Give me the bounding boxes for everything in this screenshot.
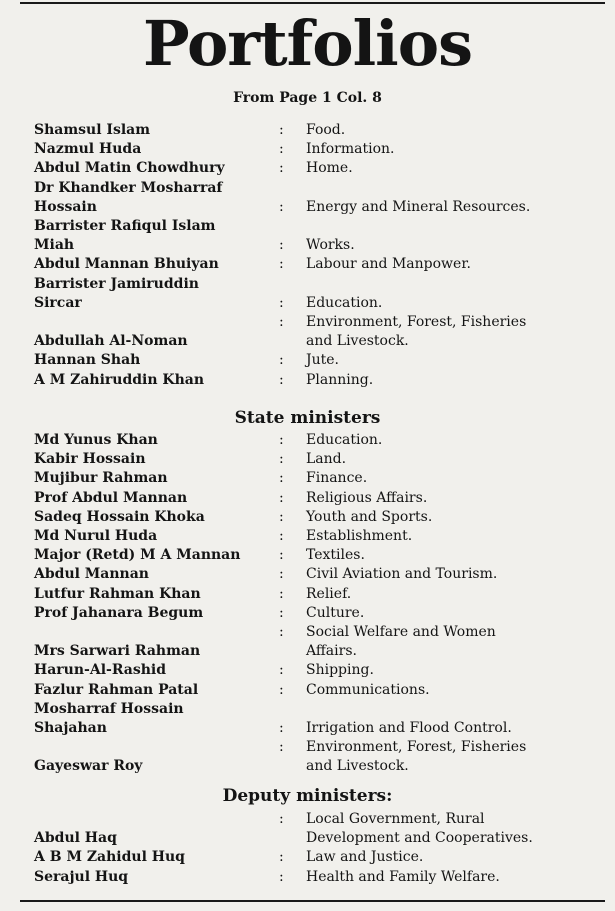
portfolio-text (306, 469, 586, 488)
portfolio-text (306, 236, 586, 255)
minister-name (34, 431, 274, 450)
name-line: Shamsul Islam (34, 122, 151, 138)
name-line: Major (Retd) M A Mannan (34, 547, 241, 564)
portfolio-text (306, 489, 586, 508)
continuation-line: From Page 1 Col. 8 (233, 90, 382, 106)
page-title: Portfolios (142, 7, 472, 80)
separator-colon: : (279, 811, 284, 827)
separator-colon: : (279, 198, 284, 215)
minister-name (34, 255, 274, 274)
minister-name (34, 217, 274, 255)
separator-colon: : (279, 719, 284, 736)
separator-colon: : (279, 451, 284, 468)
name-line: Shajahan (34, 719, 107, 736)
portfolio-line: Shipping. (306, 662, 374, 679)
portfolio-text (306, 371, 586, 390)
minister-name (34, 140, 274, 159)
minister-name (34, 508, 274, 527)
portfolio-line: Education. (306, 432, 383, 448)
entry-row (0, 371, 615, 390)
entry-row (0, 489, 615, 508)
separator-colon: : (279, 849, 284, 866)
portfolio-line: Home. (306, 160, 353, 177)
name-line: Md Nurul Huda (34, 528, 158, 544)
portfolio-line: Finance. (306, 470, 368, 487)
separator-colon: : (279, 528, 284, 544)
entry-row (0, 469, 615, 488)
portfolio-line: Information. (306, 141, 395, 158)
name-line: A B M Zahidul Huq (34, 849, 185, 866)
separator-colon: : (279, 604, 284, 621)
separator-colon: : (279, 470, 284, 487)
entry-row (0, 868, 615, 887)
portfolio-text (306, 431, 586, 450)
entry-row (0, 179, 615, 217)
portfolio-line: Communications. (306, 681, 430, 698)
separator-colon: : (279, 314, 284, 330)
entry-row (0, 681, 615, 700)
minister-name (34, 469, 274, 488)
portfolio-text (306, 661, 586, 680)
name-line: Abdul Matin Chowdhury (34, 160, 225, 177)
portfolio-text (306, 604, 586, 623)
separator-colon: : (279, 352, 284, 369)
portfolio-line: Culture. (306, 604, 365, 621)
minister-name (34, 700, 274, 738)
separator-colon: : (279, 566, 284, 583)
portfolio-text (306, 294, 586, 313)
name-line: Hossain (34, 198, 97, 215)
entry-row (0, 810, 615, 848)
name-line: Abdul Haq (34, 830, 117, 847)
entry-row (0, 848, 615, 867)
minister-name (34, 351, 274, 370)
minister-name (34, 681, 274, 700)
portfolio-line: and Livestock. (306, 758, 409, 775)
entry-row (0, 623, 615, 661)
entry-row (0, 217, 615, 255)
portfolio-text (306, 508, 586, 527)
entry-row (0, 565, 615, 584)
entry-row (0, 431, 615, 450)
bottom-rule (20, 900, 605, 902)
entry-row (0, 450, 615, 469)
portfolio-line: Social Welfare and Women (306, 624, 496, 640)
portfolio-line: Energy and Mineral Resources. (306, 198, 531, 215)
name-line: Abdul Mannan Bhuiyan (34, 256, 219, 273)
entry-row (0, 661, 615, 680)
minister-name (34, 450, 274, 469)
portfolio-text (306, 313, 586, 351)
name-line: Miah (34, 237, 75, 253)
portfolio-line: Labour and Manpower. (306, 256, 471, 273)
portfolio-line: Irrigation and Flood Control. (306, 719, 512, 736)
portfolio-line: Relief. (306, 585, 352, 602)
separator-colon: : (279, 547, 284, 564)
portfolio-line: Jute. (306, 352, 339, 369)
portfolio-text (306, 351, 586, 370)
portfolio-text (306, 681, 586, 700)
minister-name (34, 527, 274, 546)
entry-row (0, 159, 615, 178)
name-line: Abdul Mannan (34, 566, 149, 583)
entry-row (0, 121, 615, 140)
name-line: Abdullah Al-Noman (34, 333, 188, 350)
minister-name (34, 829, 274, 848)
portfolio-text (306, 546, 586, 565)
name-line: Serajul Huq (34, 868, 129, 885)
portfolio-text (306, 868, 586, 887)
name-line: Prof Jahanara Begum (34, 604, 204, 621)
portfolio-line: Textiles. (306, 547, 365, 564)
portfolio-text (306, 810, 586, 848)
entry-row (0, 527, 615, 546)
portfolio-line: Planning. (306, 371, 374, 388)
minister-name (34, 179, 274, 217)
portfolio-line: Food. (306, 122, 346, 138)
minister-name (34, 585, 274, 604)
entry-row (0, 546, 615, 565)
portfolio-text (306, 450, 586, 469)
portfolio-line: Environment, Forest, Fisheries (306, 314, 527, 330)
separator-colon: : (279, 371, 284, 388)
separator-colon: : (279, 237, 284, 254)
separator-colon: : (279, 256, 284, 273)
portfolio-line: and Livestock. (306, 333, 409, 349)
separator-colon: : (279, 432, 284, 448)
portfolio-text (306, 527, 586, 546)
name-line: Gayeswar Roy (34, 758, 143, 775)
name-line: Fazlur Rahman Patal (34, 681, 199, 698)
portfolio-text (306, 738, 586, 776)
portfolio-line: Affairs. (306, 643, 357, 659)
name-line: Barrister Rafiqul Islam (34, 218, 216, 234)
separator-colon: : (279, 122, 284, 138)
separator-colon: : (279, 294, 284, 311)
separator-colon: : (279, 508, 284, 525)
name-line: Nazmul Huda (34, 141, 142, 158)
minister-name (34, 489, 274, 508)
separator-colon: : (279, 489, 284, 506)
entry-row (0, 585, 615, 604)
portfolio-text (306, 198, 586, 217)
name-line: Barrister Jamiruddin (34, 275, 199, 292)
entry-row (0, 700, 615, 738)
name-line: Sadeq Hossain Khoka (34, 508, 205, 525)
name-line: Harun-Al-Rashid (34, 662, 167, 679)
name-line: Lutfur Rahman Khan (34, 585, 201, 602)
name-line: Mujibur Rahman (34, 470, 168, 487)
portfolio-line: Health and Family Welfare. (306, 868, 500, 885)
portfolio-line: Works. (306, 237, 355, 254)
minister-name (34, 159, 274, 178)
minister-name (34, 757, 274, 776)
portfolio-text (306, 585, 586, 604)
entry-row (0, 508, 615, 527)
separator-colon: : (279, 624, 284, 640)
separator-colon: : (279, 141, 284, 158)
name-line: Sircar (34, 294, 82, 311)
portfolio-line: Religious Affairs. (306, 489, 428, 506)
separator-colon: : (279, 585, 284, 602)
entry-row (0, 275, 615, 313)
name-line: Dr Khandker Mosharraf (34, 179, 223, 196)
separator-colon: : (279, 868, 284, 885)
minister-name (34, 661, 274, 680)
entry-row (0, 255, 615, 274)
portfolio-text (306, 140, 586, 159)
minister-name (34, 371, 274, 390)
minister-name (34, 332, 274, 351)
minister-name (34, 275, 274, 313)
name-line: A M Zahiruddin Khan (34, 371, 204, 388)
minister-name (34, 642, 274, 661)
entry-row (0, 351, 615, 370)
portfolio-text (306, 255, 586, 274)
minister-name (34, 848, 274, 867)
name-line: Mrs Sarwari Rahman (34, 643, 201, 660)
separator-colon: : (279, 662, 284, 679)
name-line: Kabir Hossain (34, 451, 146, 468)
state-ministers-heading: State ministers (234, 408, 381, 428)
portfolio-text (306, 848, 586, 867)
portfolio-line: Youth and Sports. (306, 508, 433, 525)
portfolio-line: Environment, Forest, Fisheries (306, 739, 527, 756)
minister-name (34, 546, 274, 565)
minister-name (34, 604, 274, 623)
entry-row (0, 313, 615, 351)
name-line: Md Yunus Khan (34, 432, 158, 448)
separator-colon: : (279, 739, 284, 756)
name-line: Hannan Shah (34, 352, 141, 369)
portfolio-line: Development and Cooperatives. (306, 830, 533, 846)
portfolio-line: Establishment. (306, 528, 413, 544)
entry-row (0, 604, 615, 623)
top-rule (20, 2, 605, 4)
portfolio-text (306, 719, 586, 738)
portfolio-line: Civil Aviation and Tourism. (306, 566, 498, 583)
entry-row (0, 140, 615, 159)
minister-name (34, 565, 274, 584)
portfolio-text (306, 565, 586, 584)
portfolio-text (306, 121, 586, 140)
entry-row (0, 738, 615, 776)
portfolio-line: Education. (306, 294, 383, 311)
portfolio-line: Land. (306, 451, 347, 468)
separator-colon: : (279, 160, 284, 177)
portfolio-text (306, 159, 586, 178)
portfolio-text (306, 623, 586, 661)
separator-colon: : (279, 681, 284, 698)
name-line: Prof Abdul Mannan (34, 489, 188, 506)
name-line: Mosharraf Hossain (34, 700, 184, 717)
minister-name (34, 121, 274, 140)
minister-name (34, 868, 274, 887)
deputy-ministers-heading: Deputy ministers: (222, 786, 393, 806)
portfolio-line: Law and Justice. (306, 849, 424, 866)
portfolio-line: Local Government, Rural (306, 811, 485, 827)
